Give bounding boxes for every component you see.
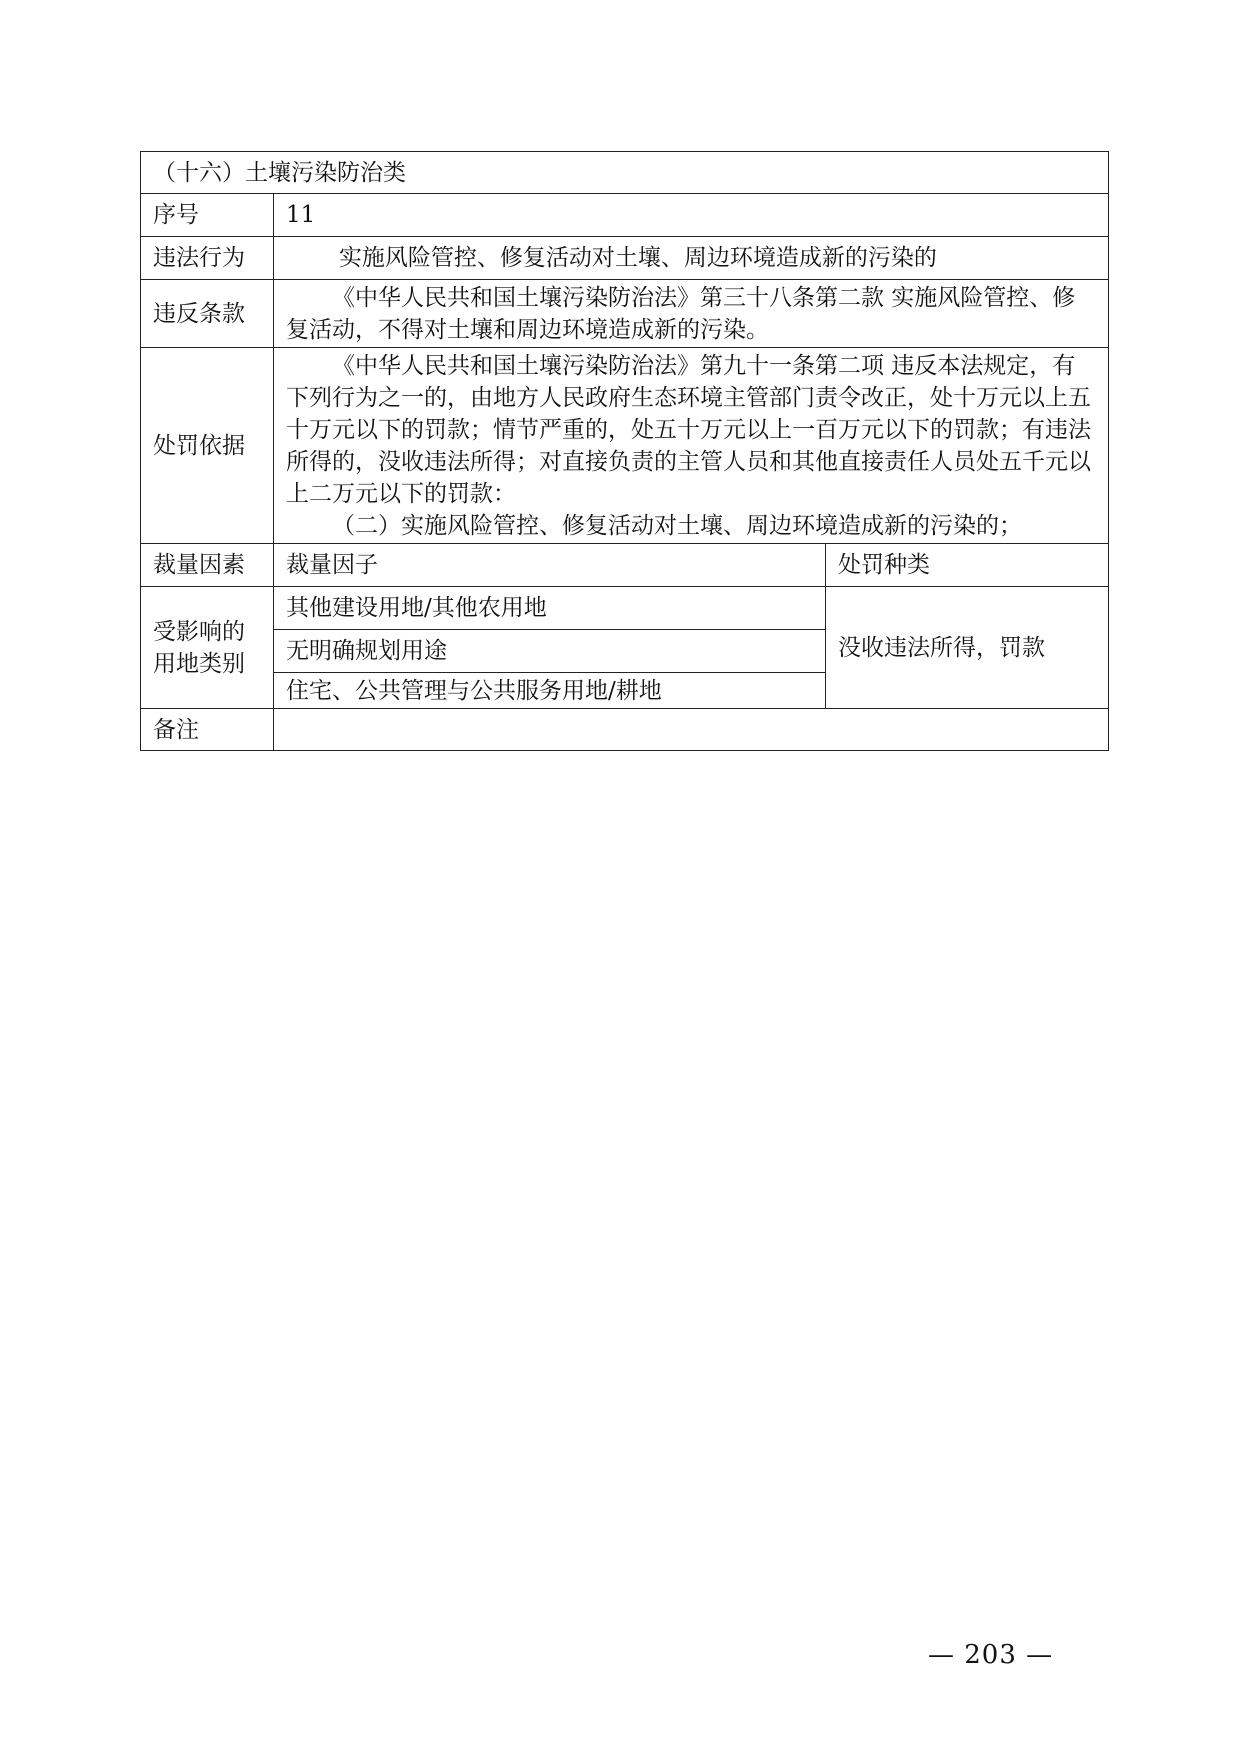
serial-label: 序号 (141, 194, 274, 237)
land-use-label: 受影响的用地类别 (141, 587, 274, 709)
discretion-factor-header: 裁量因子 (274, 544, 826, 587)
section-title: （十六）土壤污染防治类 (141, 152, 1109, 194)
serial-value: 11 (274, 194, 1109, 237)
violation-label: 违法行为 (141, 237, 274, 280)
land-use-factor-2: 无明确规划用途 (274, 630, 826, 673)
penalty-basis-label: 处罚依据 (141, 348, 274, 544)
land-use-factor-3: 住宅、公共管理与公共服务用地/耕地 (274, 673, 826, 709)
penalty-basis-cell (274, 348, 1109, 544)
violated-clause-value: 《中华人民共和国土壤污染防治法》第三十八条第二款 实施风险管控、修复活动，不得对土壤和周边环境造成新的污染。 (274, 280, 1109, 348)
violation-value: 实施风险管控、修复活动对土壤、周边环境造成新的污染的 (274, 237, 1109, 280)
land-use-factor-1: 其他建设用地/其他农用地 (274, 587, 826, 630)
penalty-basis-paragraph-2: （二）实施风险管控、修复活动对土壤、周边环境造成新的污染的； (332, 512, 1022, 539)
penalty-type-header: 处罚种类 (826, 544, 1109, 587)
page-number: — 203 — (928, 1640, 1054, 1670)
penalty-basis-paragraph-1: 《中华人民共和国土壤污染防治法》第九十一条第二项 违反本法规定，有下列行为之一的，由地方人民政府生态环境主管部门责令改正，处十万元以上五十万元以下的罚款；情节严重的，处五十万元以上一百万元以下的罚款；有违法所得的，没收违法所得；对直接负责的主管人员和其他直接责任人员处五千元以上二万元以下的罚款： (286, 352, 1091, 507)
remarks-label: 备注 (141, 709, 274, 751)
land-use-penalty-type: 没收违法所得，罚款 (826, 587, 1109, 709)
remarks-value (274, 709, 1109, 751)
discretion-label: 裁量因素 (141, 544, 274, 587)
penalty-table (140, 151, 1109, 751)
violated-clause-label: 违反条款 (141, 280, 274, 348)
